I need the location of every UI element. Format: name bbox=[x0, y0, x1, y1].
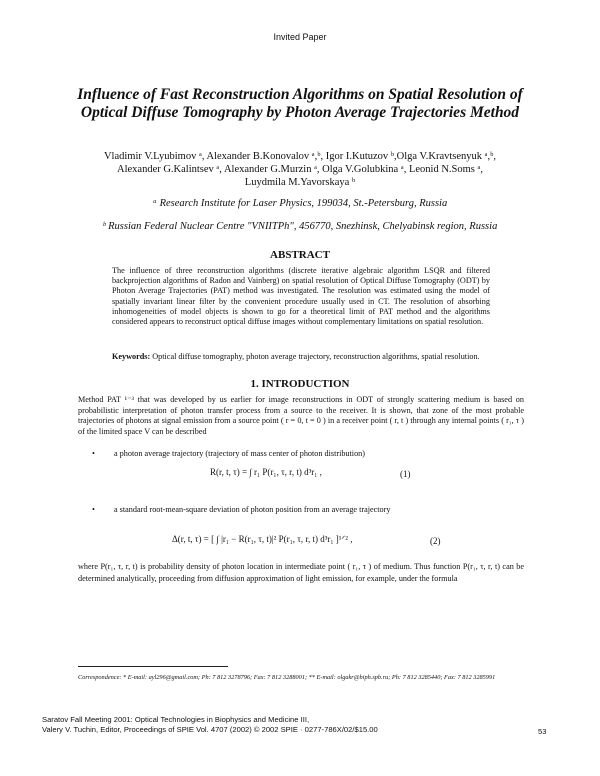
footnote-divider bbox=[78, 666, 228, 667]
introduction-heading: 1. INTRODUCTION bbox=[250, 378, 350, 390]
abstract-body: The influence of three reconstruction algorithms (discrete iterative algebraic algorithm LSQR and filtered backprojection algorithms of Radon and Vainberg) on spatial resolution of Optical Diffuse Tomography (ODT) by Photon Average Trajectories (PAT) method was investigated. The resolution was estimated using the model of spatially invariant linear filter by the convenient procedure usually used in CT. The resolution of absorbing inhomogeneities of model objects is shown to go for a theoretical limit of PAT method and the algorithms considered appears to reconstruct optical diffuse images without complementary limitations on spatial resolution. bbox=[112, 266, 490, 327]
footer-line-1: Saratov Fall Meeting 2001: Optical Technologies in Biophysics and Medicine III, bbox=[42, 715, 310, 724]
keywords bbox=[112, 352, 490, 362]
author-list bbox=[50, 150, 550, 189]
footer-line-2: Valery V. Tuchin, Editor, Proceedings of SPIE Vol. 4707 (2002) © 2002 SPIE · 0277-786X/02/$15.00 bbox=[42, 725, 378, 734]
paper-title: Influence of Fast Reconstruction Algorithms on Spatial Resolution of Optical Diffuse Tomography by Photon Average Trajectories Method bbox=[77, 86, 523, 121]
proceedings-footer bbox=[42, 715, 522, 735]
author-line-2: Alexander G.Kalintsev ᵃ, Alexander G.Murzin ᵃ, Olga V.Golubkina ᵃ, Leonid N.Soms ᵃ, bbox=[117, 164, 483, 175]
paper-header: Invited Paper bbox=[273, 32, 327, 42]
equation-2-number: (2) bbox=[430, 536, 441, 546]
bullet-icon: • bbox=[92, 449, 95, 458]
author-line-3: Luydmila M.Yavorskaya ᵇ bbox=[244, 177, 356, 188]
equation-1-number: (1) bbox=[400, 469, 411, 479]
paragraph-2: where P(r₁, τ, r, t) is probability density of photon location in intermediate point ( r₁, τ ) of medium. Thus function P(r₁, τ, r, t) can be determined analytically, proceeding from diffusion approximation of light emission, for example, under the formula bbox=[78, 562, 524, 583]
affiliation-a: ᵃ Research Institute for Laser Physics, 199034, St.-Petersburg, Russia bbox=[152, 198, 448, 209]
introduction-body: Method PAT ¹⁻³ that was developed by us earlier for image reconstructions in ODT of strongly scattering medium is based on probabilistic interpretation of photon transfer process from a source to the receiver. It is shown, that zone of the most probable trajectories of photons at signal emission from a source point ( r = 0, t = 0 ) in a receiver point ( r, t ) through any internal points ( r₁, τ ) of the limited space V can be described bbox=[78, 395, 524, 436]
equation-1: R(r, t, τ) = ∫ r₁ P(r₁, τ, r, t) d³r₁ , bbox=[210, 467, 322, 477]
equation-2: Δ(r, t, τ) = [ ∫ |r₁ − R(r₁, τ, t)|² P(r₁, τ, r, t) d³r₁ ]¹ᐟ² , bbox=[172, 534, 353, 544]
page-number: 53 bbox=[538, 727, 547, 736]
footnote: Correspondence: * E-mail: ayl296@gmail.com; Ph: 7 812 3278796; Fax: 7 812 3288001; ** E-mail: olgakr@biph.spb.ru; Ph: 7 812 3285440; Fax: 7 812 3285991 bbox=[78, 674, 496, 681]
bullet-text-2: a standard root-mean-square deviation of photon position from an average trajectory bbox=[114, 505, 391, 514]
bullet-text-1: a photon average trajectory (trajectory of mass center of photon distribution) bbox=[114, 449, 365, 458]
keywords-text: Optical diffuse tomography, photon average trajectory, reconstruction algorithms, spatial resolution. bbox=[150, 352, 480, 361]
bullet-icon: • bbox=[92, 505, 95, 514]
abstract-heading: ABSTRACT bbox=[270, 249, 330, 261]
affiliation-b: ᵇ Russian Federal Nuclear Centre "VNIITPh", 456770, Snezhinsk, Chelyabinsk region, Russia bbox=[102, 221, 498, 232]
author-line-1: Vladimir V.Lyubimov ᵃ, Alexander B.Konovalov ᵃ,ᵇ, Igor I.Kutuzov ᵇ,Olga V.Kravtsenyuk ᵃ,ᵇ, bbox=[103, 151, 497, 162]
keywords-label: Keywords: bbox=[112, 352, 151, 361]
